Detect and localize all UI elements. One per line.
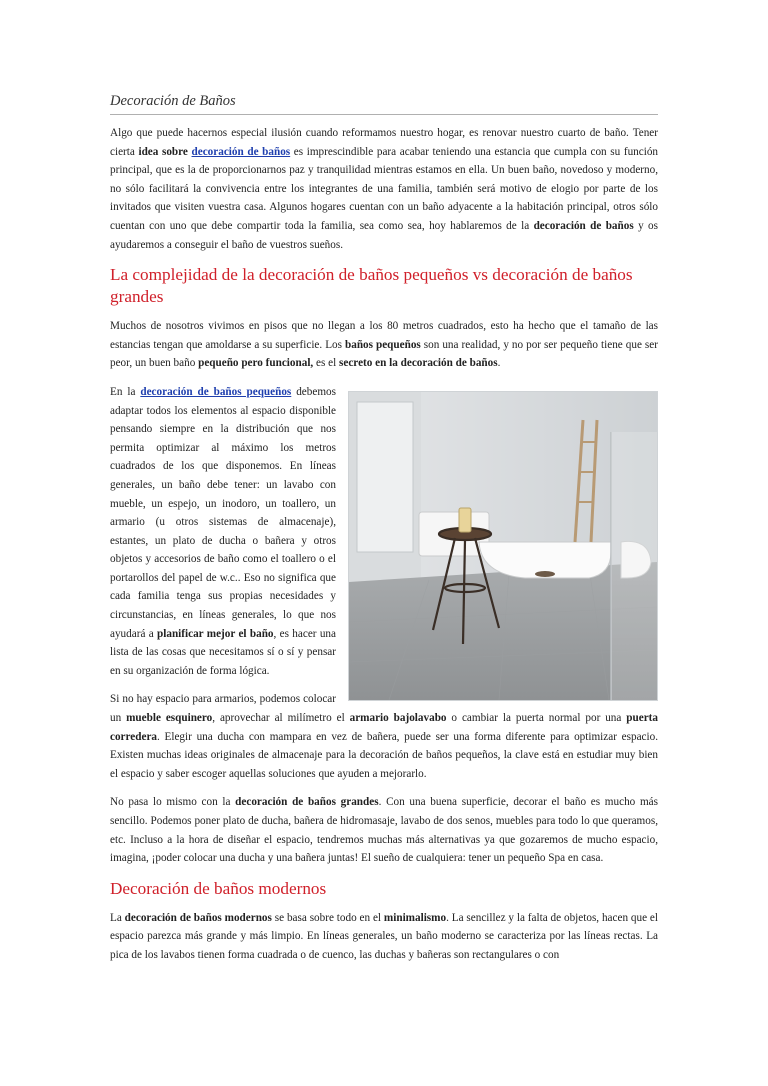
bold-text: minimalismo — [383, 911, 447, 924]
bold-text: decoración de baños grandes — [235, 796, 379, 809]
section-heading-complejidad: La complejidad de la decoración de baños pequeños vs decoración de baños grandes — [110, 265, 633, 307]
intro-paragraph — [110, 124, 658, 254]
bold-text: decoración de baños modernos — [124, 911, 272, 924]
text-run: o cambiar la puerta normal por una — [446, 712, 627, 725]
text-run: Algo que puede hacernos especial ilusión cuando reformamos nuestro hogar, es renovar nuestro cuarto de baño. Tener cierta — [110, 127, 658, 158]
text-run: . Elegir una ducha con mampara en vez de bañera, puede ser una forma diferente para optimizar espacio. Existen muchas ideas originales de almacenaje para la decoración de baños pequeños, la clave está en estudiar muy bien el espacio y saber escoger aquellas soluciones que ayuden a mejorarlo. — [110, 730, 658, 780]
text-run: Si no hay espacio para armarios, podemos colocar un — [110, 693, 336, 725]
text-run: No pasa lo mismo con la — [110, 796, 236, 809]
text-run: . — [497, 357, 501, 370]
paragraph-elementos — [110, 383, 658, 681]
bold-text: idea sobre — [138, 145, 188, 158]
section-heading-modernos: Decoración de baños modernos — [110, 878, 327, 898]
bold-text: mueble esquinero — [126, 712, 213, 725]
bold-text: baños pequeños — [345, 338, 421, 351]
text-run: es el — [313, 357, 340, 370]
text-run: y os ayudaremos a conseguir el baño de vuestros sueños. — [110, 219, 659, 251]
bold-text: decoración de baños — [533, 219, 634, 232]
text-run: En la — [110, 385, 141, 398]
text-run: es imprescindible para acabar teniendo una estancia que cumpla con su función principal, que es la de proporcionarnos paz y tranquilidad mientras estamos en ella. Un buen baño, novedoso y moderno, no sólo facilitará la convivencia entre los integrantes de una familia, también será motivo de elogio por parte de los invitados que visiten vuestra casa. Algunos hogares cuentan con un baño adyacente a la habitación principal, otros sólo cuentan con uno que debe compartir toda la familia, sea como sea, hoy hablaremos de la — [110, 145, 659, 232]
bold-text: planificar mejor el baño — [157, 627, 274, 640]
text-run: . La sencillez y la falta de objetos, hacen que el espacio parezca más grande y más limpio. En líneas generales, un baño moderno se caracteriza por las líneas rectas. La pica de los lavabos tienen forma cuadrada o de cuenco, las duchas y bañeras son rectangulares o con — [110, 911, 659, 961]
bold-text: secreto en la decoración de baños — [339, 357, 498, 370]
soap-bottle — [459, 508, 471, 532]
bold-text: puerta corredera — [110, 712, 658, 743]
text-run: , es hacer una lista de las cosas que necesitamos sí o sí y pensar en su organización de forma lógica. — [110, 627, 336, 677]
bold-text: pequeño pero funcional, — [198, 357, 314, 370]
glass-screen — [611, 432, 657, 700]
text-run: debemos adaptar todos los elementos al espacio disponible pensando siempre en la distribución que nos permita optimizar al máximo los metros cuadrados de los que disponemos. En líneas generales, un baño debe tener: un lavabo con mueble, un espejo, un inodoro, un toallero, un armario (u otros sistemas de almacenaje), estantes, un plato de ducha o bañera y otros objetos y accesorios de baño como el toallero o el portarollos del papel de w.c.. Eso no significa que cada familia tenga sus propias necesidades y circunstancias, en líneas generales, lo que nos ayudará a — [110, 385, 336, 640]
paragraph-banos-pequenos — [110, 317, 658, 373]
text-run: . Con una buena superficie, decorar el baño es mucho más sencillo. Podemos poner plato de ducha, bañera de hidromasaje, lavabo de dos senos, muebles para todo lo que queramos, etc. Incluso a la hora de diseñar el espacio, tendremos muchas más alternativas ya que gozaremos de mucho espacio, imagina, ¡poder colocar una ducha y una bañera juntas! El sueño de cualquiera: tener un pequeño Spa en casa. — [110, 796, 658, 865]
text-run: Muchos de nosotros vivimos en pisos que no llegan a los 80 metros cuadrados, esto ha hecho que el tamaño de las estancias tengan que amoldarse a su superficie. Los — [110, 320, 658, 351]
paragraph-banos-modernos — [110, 909, 658, 965]
paragraph-banos-grandes — [110, 793, 658, 867]
paragraph-armarios — [110, 690, 658, 783]
document-title: Decoración de Baños — [110, 92, 658, 115]
bathroom-illustration — [349, 392, 657, 700]
text-run: La — [110, 911, 125, 924]
article-body — [110, 124, 658, 975]
bathroom-photo — [348, 391, 658, 701]
text-run: , aprovechar al milímetro el — [212, 712, 350, 725]
link-decoracion-de-banos[interactable]: decoración de baños — [191, 145, 291, 158]
text-run: son una realidad, y no por ser pequeño tiene que ser peor, un buen baño — [110, 338, 658, 370]
window-light — [357, 402, 413, 552]
link-decoracion-banos-pequenos[interactable]: decoración de baños pequeños — [140, 385, 292, 398]
candle-tray — [535, 571, 555, 577]
bold-text: armario bajolavabo — [349, 712, 447, 725]
text-run: se basa sobre todo en el — [271, 911, 384, 924]
